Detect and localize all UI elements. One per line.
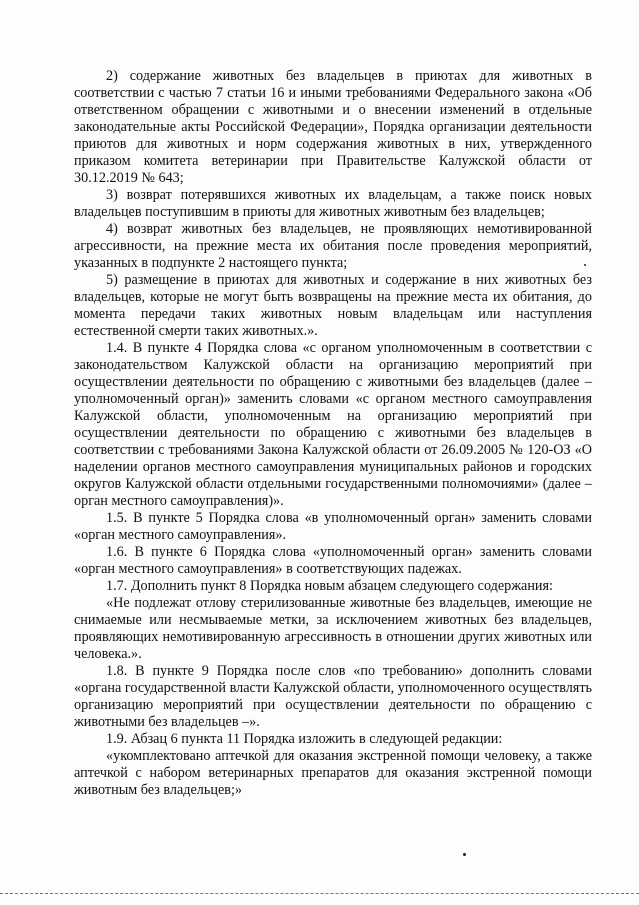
paragraph-quote-aptechka: «укомплектовано аптечкой для оказания экстренной помощи человеку, а также аптечкой с набором ветеринарных препаратов для оказания экстренной помощи животным без владельцев;» <box>74 748 592 798</box>
paragraph-quote-otlov: «Не подлежат отлову стерилизованные животные без владельцев, имеющие не снимаемые или несмываемые метки, за исключением животных без владельцев, проявляющих немотивированную агрессивность в отношении других животных или человека.». <box>74 595 592 662</box>
paragraph-1-8: 1.8. В пункте 9 Порядка после слов «по требованию» дополнить словами «органа государственной власти Калужской области, уполномоченного осуществлять организацию мероприятий при осуществлении деятельности по обращению с животными без владельцев –». <box>74 663 592 730</box>
paragraph-1-4: 1.4. В пункте 4 Порядка слова «с органом уполномоченным в соответствии с законодательством Калужской области на организацию мероприятий при осуществлении деятельности по обращению с животными без владельцев (далее – уполномоченный орган)» заменить словами «с органом местного самоуправления Калужской области, уполномоченным на организацию мероприятий при осуществлении деятельности по обращению с животными без владельцев в соответствии с требованиями Закона Калужской области от 26.09.2005 № 120-ОЗ «О наделении органов местного самоуправления муниципальных районов и городских округов Калужской области отдельными государственными полномочиями» (далее – орган местного самоуправления)». <box>74 340 592 509</box>
paragraph-1-5: 1.5. В пункте 5 Порядка слова «в уполномоченный орган» заменить словами «орган местного самоуправления». <box>74 510 592 543</box>
paragraph-item-5: 5) размещение в приютах для животных и содержание в них животных без владельцев, которые не могут быть возвращены на прежние места их обитания, до момента передачи таких животных новым владельцам или наступления естественной смерти таких животных.». <box>74 272 592 339</box>
paragraph-item-3: 3) возврат потерявшихся животных их владельцам, а также поиск новых владельцев поступившим в приюты для животных животным без владельцев; <box>74 187 592 220</box>
paragraph-1-7: 1.7. Дополнить пункт 8 Порядка новым абзацем следующего содержания: <box>106 578 553 594</box>
paragraph-item-2: 2) содержание животных без владельцев в приютах для животных в соответствии с частью 7 статьи 16 и иными требованиями Федерального закона «Об ответственном обращении с животными и о внесении изменений в отдельные законодательные акты Российской Федерации», Порядка организации деятельности приютов для животных и норм содержания животных в них, утвержденного приказом комитета ветеринарии при Правительстве Калужской области от 30.12.2019 № 643; <box>74 68 592 186</box>
paragraph-1-9: 1.9. Абзац 6 пункта 11 Порядка изложить в следующей редакции: <box>106 731 503 747</box>
document-body <box>74 68 592 799</box>
scan-speck <box>584 264 586 266</box>
scan-speck <box>463 853 466 856</box>
paragraph-item-4: 4) возврат животных без владельцев, не проявляющих немотивированной агрессивности, на прежние места их обитания после проведения мероприятий, указанных в подпункте 2 настоящего пункта; <box>74 221 592 271</box>
scan-edge-line <box>0 893 639 894</box>
paragraph-1-6: 1.6. В пункте 6 Порядка слова «уполномоченный орган» заменить словами «орган местного самоуправления» в соответствующих падежах. <box>74 544 592 577</box>
